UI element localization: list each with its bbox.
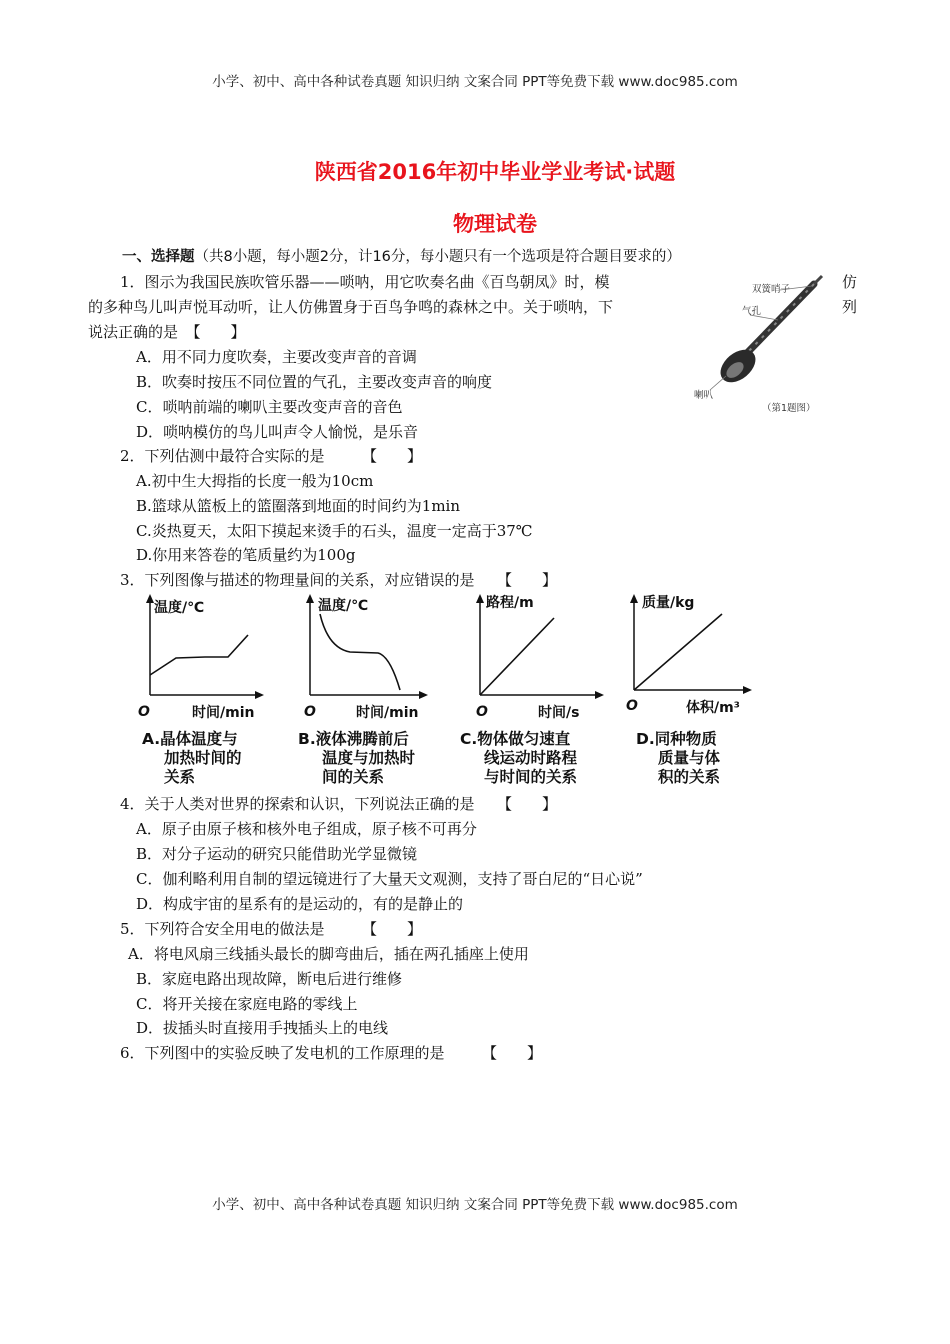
q1-stem-line2: 的多种鸟儿叫声悦耳动听，让人仿佛置身于百鸟争鸣的森林之中。关于唢呐，下	[88, 298, 614, 316]
q5-option-d: D．拔插头时直接用手拽插头上的电线	[136, 1019, 389, 1037]
section-note: （共8小题，每小题2分，计16分，每小题只有一个选项是符合题目要求的）	[194, 249, 681, 265]
q4-option-b: B．对分子运动的研究只能借助光学显微镜	[136, 845, 418, 863]
graph-c-y-arrow	[476, 594, 484, 603]
section-heading	[122, 245, 681, 269]
q6-stem: 6．下列图中的实验反映了发电机的工作原理的是 【 】	[120, 1044, 543, 1062]
graph-a-xlabel: 时间/min	[192, 705, 255, 721]
graph-d-ylabel: 质量/kg	[642, 595, 695, 611]
q4-option-d: D．构成宇宙的星系有的是运动的，有的是静止的	[136, 895, 464, 913]
graph-a	[130, 590, 270, 725]
q3-stem: 3．下列图像与描述的物理量间的关系，对应错误的是 【 】	[120, 571, 558, 589]
q1-option-a: A．用不同力度吹奏，主要改变声音的音调	[136, 348, 417, 366]
graph-c-xlabel: 时间/s	[538, 705, 580, 721]
suona-label-horn: 喇叭	[694, 390, 714, 401]
graph-a-curve	[150, 635, 248, 675]
graph-d	[620, 590, 760, 725]
exam-subtitle: 物理试卷	[453, 212, 537, 236]
q4-stem: 4．关于人类对世界的探索和认识，下列说法正确的是 【 】	[120, 795, 558, 813]
q2-option-d: D.你用来答卷的笔质量约为100g	[136, 546, 356, 564]
graph-b-ylabel: 温度/℃	[318, 598, 369, 614]
q1-stem-line3: 说法正确的是 【 】	[88, 323, 246, 341]
q4-option-c: C．伽利略利用自制的望远镜进行了大量天文观测，支持了哥白尼的“日心说”	[136, 870, 643, 888]
graph-b-x-arrow	[419, 691, 428, 699]
graph-c-ylabel: 路程/m	[486, 595, 534, 611]
graph-a-caption-line3: 关系	[164, 768, 196, 786]
graph-c-origin: O	[476, 704, 488, 720]
suona-figure	[690, 270, 840, 420]
graph-b-caption	[298, 730, 415, 787]
page-header: 小学、初中、高中各种试卷真题 知识归纳 文案合同 PPT等免费下载 www.doc985.com	[212, 74, 738, 90]
graph-d-caption	[636, 730, 720, 787]
graph-c-caption-line1: C.物体做匀速直	[460, 730, 571, 748]
q5-option-a: A．将电风扇三线插头最长的脚弯曲后，插在两孔插座上使用	[128, 945, 529, 963]
graph-d-origin: O	[626, 698, 638, 714]
graph-b-xlabel: 时间/min	[356, 705, 419, 721]
q5-option-b: B．家庭电路出现故障，断电后进行维修	[136, 970, 403, 988]
graph-a-origin: O	[138, 704, 150, 720]
suona-label-reed: 双簧哨子	[752, 284, 791, 295]
q2-option-a: A.初中生大拇指的长度一般为10cm	[136, 472, 374, 490]
page-footer: 小学、初中、高中各种试卷真题 知识归纳 文案合同 PPT等免费下载 www.doc985.com	[212, 1197, 738, 1213]
q1-option-d: D．唢呐模仿的鸟儿叫声令人愉悦，是乐音	[136, 423, 419, 441]
graph-c-x-arrow	[595, 691, 604, 699]
graph-b-y-arrow	[306, 594, 314, 603]
exam-title: 陕西省2016年初中毕业学业考试·试题	[314, 160, 676, 184]
q2-option-b: B.篮球从篮板上的篮圈落到地面的时间约为1min	[136, 497, 461, 515]
graph-a-x-arrow	[255, 691, 264, 699]
graph-d-caption-line1: D.同种物质	[636, 730, 717, 748]
graph-b-caption-line2: 温度与加热时	[322, 749, 416, 767]
graph-d-caption-line2: 质量与体	[658, 749, 721, 767]
q1-option-b: B．吹奏时按压不同位置的气孔，主要改变声音的响度	[136, 373, 493, 391]
q1-stem-line1-tail: 仿	[842, 273, 858, 291]
graph-a-caption	[142, 730, 242, 787]
suona-caption: （第1题图）	[762, 403, 816, 414]
graph-b-caption-line3: 间的关系	[322, 768, 385, 786]
section-label: 一、选择题	[122, 249, 195, 265]
graph-d-curve	[634, 614, 722, 690]
q1-option-c: C．唢呐前端的喇叭主要改变声音的音色	[136, 398, 403, 416]
q5-stem: 5．下列符合安全用电的做法是 【 】	[120, 920, 423, 938]
q5-option-c: C．将开关接在家庭电路的零线上	[136, 995, 358, 1013]
q4-option-a: A．原子由原子核和核外电子组成，原子核不可再分	[136, 820, 477, 838]
graph-d-x-arrow	[743, 686, 752, 694]
graph-b-caption-line1: B.液体沸腾前后	[298, 730, 409, 748]
suona-label-holes: 气孔	[742, 306, 762, 317]
graph-c	[460, 590, 610, 725]
graph-b-curve	[320, 614, 400, 690]
graph-a-caption-line2: 加热时间的	[164, 749, 242, 767]
graph-c-caption-line3: 与时间的关系	[484, 768, 578, 786]
graph-a-ylabel: 温度/℃	[154, 600, 205, 616]
graph-a-caption-line1: A.晶体温度与	[142, 730, 238, 748]
graph-c-caption-line2: 线运动时路程	[484, 749, 578, 767]
graph-d-caption-line3: 积的关系	[658, 768, 721, 786]
graph-c-caption	[460, 730, 577, 787]
graph-d-y-arrow	[630, 594, 638, 603]
q1-stem-line2-tail: 列	[842, 298, 858, 316]
q2-option-c: C.炎热夏天，太阳下摸起来烫手的石头，温度一定高于37℃	[136, 522, 533, 540]
graph-d-xlabel: 体积/m³	[686, 700, 740, 716]
graph-a-y-arrow	[146, 594, 154, 603]
graph-c-curve	[480, 618, 554, 695]
graph-b-origin: O	[304, 704, 316, 720]
graph-b	[290, 590, 435, 725]
q2-stem: 2．下列估测中最符合实际的是 【 】	[120, 447, 423, 465]
q1-stem-line1: 1．图示为我国民族吹管乐器——唢呐，用它吹奏名曲《百鸟朝凤》时，模	[120, 273, 610, 291]
